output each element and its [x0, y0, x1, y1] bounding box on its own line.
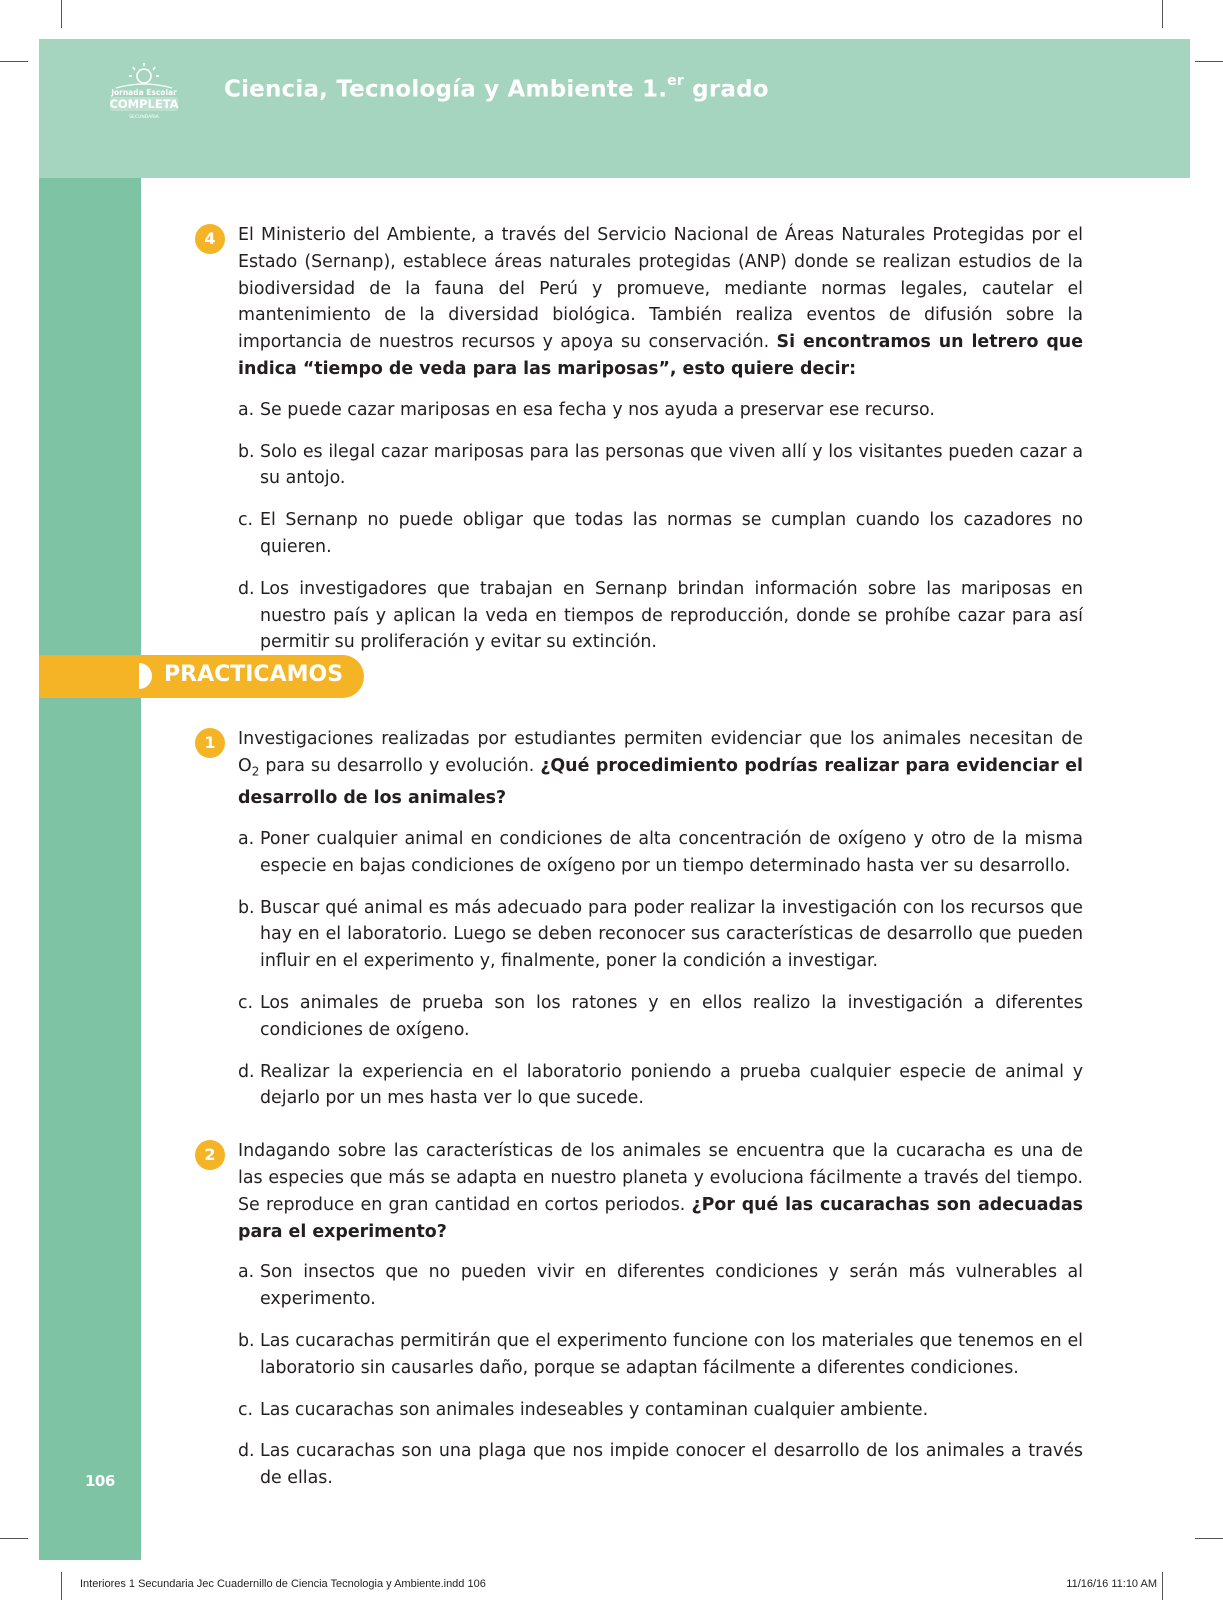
options-list: [238, 826, 1083, 1112]
question-4: [204, 222, 1083, 656]
page-number: 106: [85, 1472, 115, 1490]
option-c: c. El Sernanp no puede obligar que todas las normas se cumplan cuando los cazadores no quieren.: [238, 510, 1083, 557]
page-header: [39, 39, 1190, 178]
question-text: 2 Indagando sobre las características de los animales se encuentra que la cucaracha es una de las especies que más se adapta en nuestro planeta y evoluciona fácilmente a través del tiempo. Se reproduce en gran cantidad en cortos periodos. ¿Por qué las cucarachas son adecuadas para el experimento?: [238, 1138, 1083, 1245]
crop-mark: [1162, 0, 1163, 28]
option-a: a. Poner cualquier animal en condiciones de alta concentración de oxígeno y otro de la misma especie en bajas condiciones de oxígeno por un tiempo determinado hasta ver su desarrollo.: [238, 829, 1083, 876]
footer-filename: Interiores 1 Secundaria Jec Cuadernillo de Ciencia Tecnologia y Ambiente.indd 106: [80, 1578, 486, 1590]
crop-mark: [1195, 1538, 1223, 1539]
svg-text:COMPLETA: COMPLETA: [109, 97, 179, 111]
banner-half-circle: [139, 663, 152, 689]
option-c: c. Los animales de prueba son los ratones y en ellos realizo la investigación a diferentes condiciones de oxígeno.: [238, 993, 1083, 1040]
option-b: b. Solo es ilegal cazar mariposas para las personas que viven allí y los visitantes pueden cazar a su antojo.: [238, 441, 1083, 489]
question-number-badge: 2: [195, 1140, 225, 1170]
question-number-badge: 1: [195, 728, 225, 758]
option-d: d. Los investigadores que trabajan en Sernanp brindan información sobre las mariposas en nuestro país y aplican la veda en tiempos de reproducción, donde se prohíbe cazar para así permitir su proliferación y evitar su extinción.: [238, 578, 1083, 653]
svg-text:SECUNDARIA: SECUNDARIA: [129, 115, 159, 120]
crop-mark: [1195, 61, 1223, 62]
option-c: c. Las cucarachas son animales indeseables y contaminan cualquier ambiente.: [238, 1399, 929, 1420]
practice-question-2: [204, 1138, 1083, 1492]
svg-text:Jornada Escolar: Jornada Escolar: [111, 88, 177, 97]
practice-question-1: [204, 726, 1084, 1112]
crop-mark: [61, 1572, 62, 1600]
sidebar-band: [39, 178, 141, 1560]
question-number-badge: 4: [195, 224, 225, 254]
option-d: d. Las cucarachas son una plaga que nos impide conocer el desarrollo de los animales a través de ellas.: [238, 1441, 1083, 1489]
question-text: 1 Investigaciones realizadas por estudiantes permiten evidenciar que los animales necesitan de $O_2$ para su desarrollo y evolución. ¿Qué procedimiento podrías realizar para evidenciar el desarrollo de los animales?: [238, 726, 1083, 812]
page-title: Ciencia, Tecnología y Ambiente 1.$^{er}$ grado: [224, 73, 769, 103]
page-content: [204, 222, 1084, 1507]
option-a: a. Se puede cazar mariposas en esa fecha y nos ayuda a preservar ese recurso.: [238, 399, 935, 420]
crop-mark: [1162, 1572, 1163, 1600]
footer-timestamp: 11/16/16 11:10 AM: [1066, 1578, 1157, 1590]
option-b: b. Buscar qué animal es más adecuado para poder realizar la investigación con los recursos que hay en el laboratorio. Luego se deben reconocer sus características de desarrollo que pueden influir en el experimento y, finalmente, poner la condición a investigar.: [238, 897, 1083, 972]
option-a: a. Son insectos que no pueden vivir en diferentes condiciones y serán más vulnerables al experimento.: [238, 1262, 1083, 1310]
crop-mark: [0, 61, 28, 62]
crop-mark: [0, 1538, 28, 1539]
section-title: PRACTICAMOS: [164, 662, 344, 687]
question-text: 4 El Ministerio del Ambiente, a través del Servicio Nacional de Áreas Naturales Protegidas por el Estado (Sernanp), establece áreas naturales protegidas (ANP) donde se realizan estudios de la biodiversidad de la fauna del Perú y promueve, mediante normas legales, cautelar el mantenimiento de la diversidad biológica. También realiza eventos de difusión sobre la importancia de nuestros recursos y apoya su conservación. Si encontramos un letrero que indica “tiempo de veda para las mariposas”, esto quiere decir:: [238, 222, 1083, 383]
option-d: d. Realizar la experiencia en el laboratorio poniendo a prueba cualquier especie de animal y dejarlo por un mes hasta ver lo que sucede.: [238, 1061, 1083, 1109]
option-b: b. Las cucarachas permitirán que el experimento funcione con los materiales que tenemos en el laboratorio sin causarles daño, porque se adaptan fácilmente a diferentes condiciones.: [238, 1330, 1083, 1378]
jornada-escolar-completa-logo: [106, 62, 182, 124]
options-list: [238, 1259, 1083, 1492]
options-list: [238, 397, 1083, 656]
crop-mark: [61, 0, 62, 28]
